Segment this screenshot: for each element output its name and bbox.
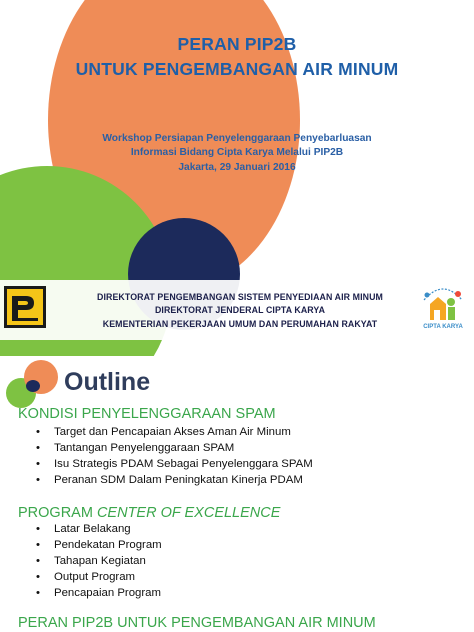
directorate-line-2: DIREKTORAT JENDERAL CIPTA KARYA (154, 305, 326, 315)
outline-title: Outline (64, 368, 151, 396)
section-heading-spam: KONDISI PENYELENGGARAAN SPAM (18, 406, 276, 422)
cipta-karya-logo-label: CIPTA KARYA (423, 324, 463, 330)
workshop-date: Jakarta, 29 Januari 2016 (178, 162, 296, 173)
section-spam-list (36, 424, 313, 488)
section-heading-program-italic: CENTER OF EXCELLENCE (96, 505, 281, 521)
section-heading-program (18, 505, 280, 521)
list-item: • Target dan Pencapaian Akses Aman Air Minum (36, 424, 313, 440)
cover-title-line-2: UNTUK PENGEMBANGAN AIR MINUM (75, 59, 399, 79)
directorate-line-3: KEMENTERIAN PEKERJAAN UMUM DAN PERUMAHAN RAKYAT (102, 319, 378, 329)
cover-title-line-1: PERAN PIP2B (177, 34, 297, 54)
outline-slide (0, 356, 474, 632)
list-item: • Output Program (36, 569, 162, 585)
section-heading-pip2b: PERAN PIP2B UNTUK PENGEMBANGAN AIR MINUM (18, 615, 376, 631)
workshop-line-1: Workshop Persiapan Penyelenggaraan Penyebarluasan (102, 133, 372, 144)
list-item: • Pendekatan Program (36, 537, 162, 553)
list-item: • Tantangan Penyelenggaraan SPAM (36, 440, 313, 456)
list-item: • Tahapan Kegiatan (36, 553, 162, 569)
list-item: • Isu Strategis PDAM Sebagai Penyelenggara SPAM (36, 456, 313, 472)
cipta-karya-logo (418, 280, 468, 338)
list-item: • Pencapaian Program (36, 585, 162, 601)
section-program-list (36, 521, 162, 601)
list-item: • Peranan SDM Dalam Peningkatan Kinerja PDAM (36, 472, 313, 488)
workshop-line-2: Informasi Bidang Cipta Karya Melalui PIP2B (130, 147, 344, 158)
outline-navy-dot (26, 380, 40, 392)
directorate-line-1: DIREKTORAT PENGEMBANGAN SISTEM PENYEDIAAN AIR MINUM (97, 292, 383, 302)
section-heading-program-prefix: PROGRAM (18, 505, 97, 521)
cipta-karya-logo-icon (418, 280, 468, 324)
list-item: • Latar Belakang (36, 521, 162, 537)
